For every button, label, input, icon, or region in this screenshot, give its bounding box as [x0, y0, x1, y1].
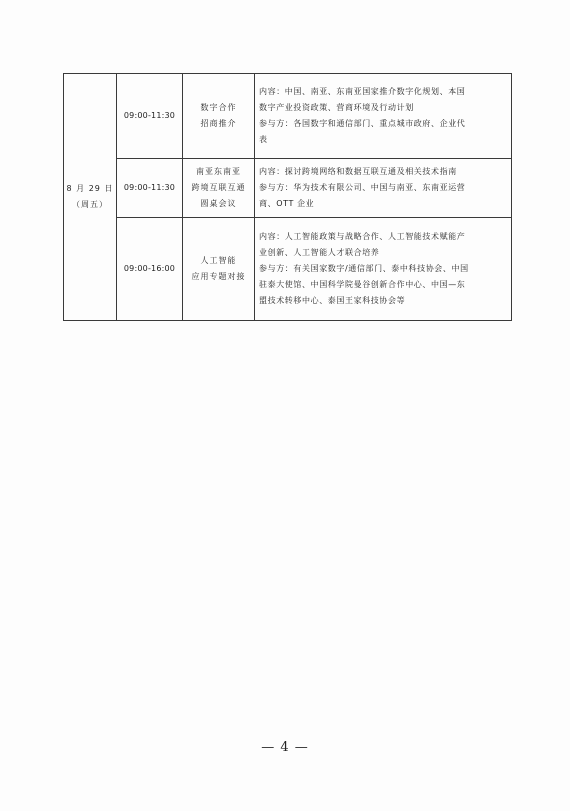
session-name-line: 圆桌会议: [200, 199, 237, 208]
time-cell: 09:00-16:00: [117, 218, 183, 321]
page-number: — 4 —: [261, 740, 309, 755]
session-description-cell: [255, 74, 512, 159]
description-line: 参与方：各国数字和通信部门、重点城市政府、企业代: [259, 119, 466, 128]
description-line: 数字产业投资政策、营商环境及行动计划: [259, 103, 414, 112]
description-line: 盟技术转移中心、泰国王家科技协会等: [259, 296, 406, 305]
description-line: 参与方：有关国家数字/通信部门、泰中科技协会、中国: [259, 264, 469, 273]
session-name-line: 跨境互联互通: [191, 183, 246, 192]
session-name-cell: [183, 159, 255, 218]
session-name-line: 数字合作: [200, 103, 237, 112]
session-name-cell: [183, 218, 255, 321]
description-line: 表: [259, 135, 268, 144]
date-cell: [64, 74, 117, 321]
description-line: 参与方：华为技术有限公司、中国与南亚、东南亚运营: [259, 183, 466, 192]
session-description-cell: [255, 218, 512, 321]
description-line: 驻泰大使馆、中国科学院曼谷创新合作中心、中国—东: [259, 280, 466, 289]
session-name-line: 人工智能: [200, 256, 237, 265]
session-name-line: 招商推介: [200, 119, 237, 128]
table-row: [64, 159, 512, 218]
table-row: [64, 74, 512, 159]
time-cell: 09:00-11:30: [117, 74, 183, 159]
description-line: 内容：人工智能政策与战略合作、人工智能技术赋能产: [259, 232, 466, 241]
schedule-table: [63, 73, 512, 321]
session-name-line: 应用专题对接: [191, 272, 246, 281]
session-name-line: 南亚东南亚: [196, 167, 241, 176]
description-line: 内容：中国、南亚、东南亚国家推介数字化规划、本国: [259, 87, 466, 96]
description-line: 商、OTT 企业: [259, 199, 315, 208]
time-cell: 09:00-11:30: [117, 159, 183, 218]
session-description-cell: [255, 159, 512, 218]
date-label: 8 月 29 日: [66, 184, 114, 193]
weekday-label: （周五）: [72, 200, 108, 209]
description-line: 内容：探讨跨境网络和数据互联互通及相关技术指南: [259, 167, 457, 176]
session-name-cell: [183, 74, 255, 159]
description-line: 业创新、人工智能人才联合培养: [259, 248, 380, 257]
table-row: [64, 218, 512, 321]
